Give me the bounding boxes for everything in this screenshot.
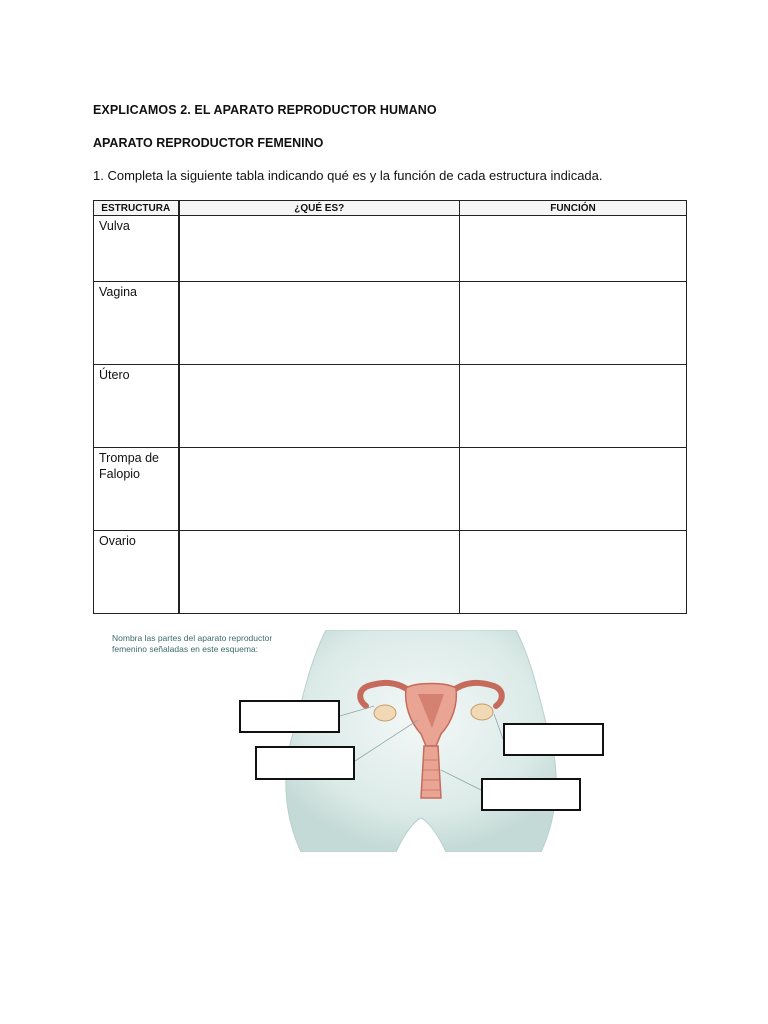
funcion-cell[interactable] — [460, 365, 687, 448]
document-title: EXPLICAMOS 2. EL APARATO REPRODUCTOR HUMANO — [93, 103, 437, 117]
structure-cell: Ovario — [94, 531, 179, 614]
structure-cell: Útero — [94, 365, 179, 448]
label-box-vagina[interactable] — [481, 778, 581, 811]
header-estructura: ESTRUCTURA — [94, 201, 179, 216]
funcion-cell[interactable] — [460, 216, 687, 282]
table-row — [94, 448, 687, 531]
que-es-cell[interactable] — [179, 448, 460, 531]
que-es-cell[interactable] — [179, 282, 460, 365]
instruction-text: 1. Completa la siguiente tabla indicando qué es y la función de cada estructura indicada. — [93, 168, 603, 183]
table-header-row — [94, 201, 687, 216]
table-row — [94, 282, 687, 365]
label-box-ovary[interactable] — [239, 700, 340, 733]
header-que-es: ¿QUÉ ES? — [179, 201, 460, 216]
funcion-cell[interactable] — [460, 448, 687, 531]
que-es-cell[interactable] — [179, 216, 460, 282]
que-es-cell[interactable] — [179, 365, 460, 448]
que-es-cell[interactable] — [179, 531, 460, 614]
diagram-caption: Nombra las partes del aparato reproductor femenino señaladas en este esquema: — [112, 633, 273, 654]
funcion-cell[interactable] — [460, 282, 687, 365]
section-title: APARATO REPRODUCTOR FEMENINO — [93, 136, 324, 150]
table-row — [94, 365, 687, 448]
ovary-left — [374, 705, 396, 721]
ovary-right — [471, 704, 493, 720]
structure-cell: Vulva — [94, 216, 179, 282]
label-box-fallopian-tube[interactable] — [503, 723, 604, 756]
table-row — [94, 216, 687, 282]
header-funcion: FUNCIÓN — [460, 201, 687, 216]
structure-cell: Vagina — [94, 282, 179, 365]
funcion-cell[interactable] — [460, 531, 687, 614]
label-box-uterus[interactable] — [255, 746, 355, 780]
structure-table — [93, 200, 687, 614]
table-row — [94, 531, 687, 614]
structure-cell: Trompa de Falopio — [94, 448, 179, 531]
